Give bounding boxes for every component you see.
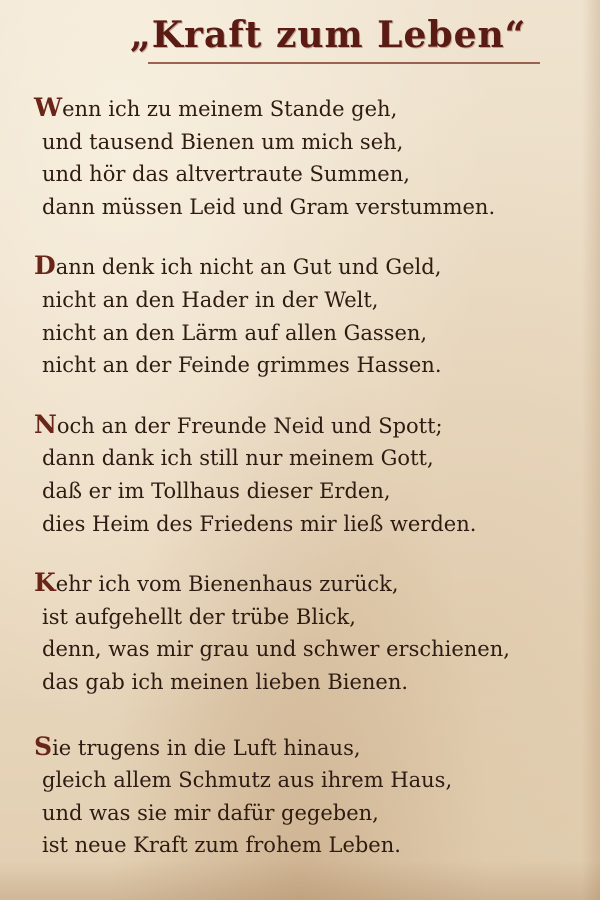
poem-body	[34, 92, 582, 889]
initial-letter: W	[34, 93, 63, 122]
stanza-line: nicht an den Hader in der Welt,	[42, 287, 379, 312]
stanza-line	[34, 731, 582, 765]
stanza-line	[34, 92, 582, 126]
initial-letter: D	[34, 251, 56, 281]
stanza-line: denn, was mir grau und schwer erschienen,	[42, 637, 510, 662]
stanza-line: daß er im Tollhaus dieser Erden,	[42, 478, 391, 503]
stanza-line: und hör das altvertraute Summen,	[42, 162, 410, 187]
initial-letter: K	[34, 568, 56, 598]
title-underline	[148, 62, 540, 64]
stanza-line: dann müssen Leid und Gram verstummen.	[42, 194, 496, 219]
stanza-1	[34, 92, 582, 223]
stanza-line: ist aufgehellt der trübe Blick,	[42, 604, 356, 629]
stanza-line	[34, 567, 582, 601]
stanza-5	[34, 731, 582, 862]
stanza-line: ist neue Kraft zum frohem Leben.	[42, 833, 401, 858]
stanza-line: dann dank ich still nur meinem Gott,	[42, 446, 434, 471]
line-text: ann denk ich nicht an Gut und Geld,	[55, 255, 442, 280]
stanza-3	[34, 409, 582, 540]
stanza-line: und was sie mir dafür gegeben,	[42, 800, 379, 825]
initial-letter: N	[34, 409, 57, 439]
line-text: enn ich zu meinem Stande geh,	[62, 97, 398, 121]
line-text: ehr ich vom Bienenhaus zurück,	[55, 572, 399, 597]
stanza-line: und tausend Bienen um mich seh,	[42, 129, 404, 154]
stanza-line: gleich allem Schmutz aus ihrem Haus,	[42, 768, 453, 793]
initial-letter: S	[34, 731, 53, 761]
line-text: ie trugens in die Luft hinaus,	[52, 735, 361, 760]
stanza-4	[34, 567, 582, 698]
stanza-2	[34, 250, 582, 381]
paper-edge-shadow-right	[582, 0, 600, 900]
stanza-line	[34, 250, 582, 284]
stanza-line: nicht an den Lärm auf allen Gassen,	[42, 320, 428, 345]
stanza-line: dies Heim des Friedens mir ließ werden.	[42, 511, 477, 536]
stanza-line: nicht an der Feinde grimmes Hassen.	[42, 353, 442, 378]
stanza-line	[34, 409, 582, 443]
stanza-line: das gab ich meinen lieben Bienen.	[42, 669, 409, 694]
poem-title-text: „Kraft zum Leben“	[130, 14, 527, 56]
line-text: och an der Freunde Neid und Spott;	[56, 413, 443, 438]
